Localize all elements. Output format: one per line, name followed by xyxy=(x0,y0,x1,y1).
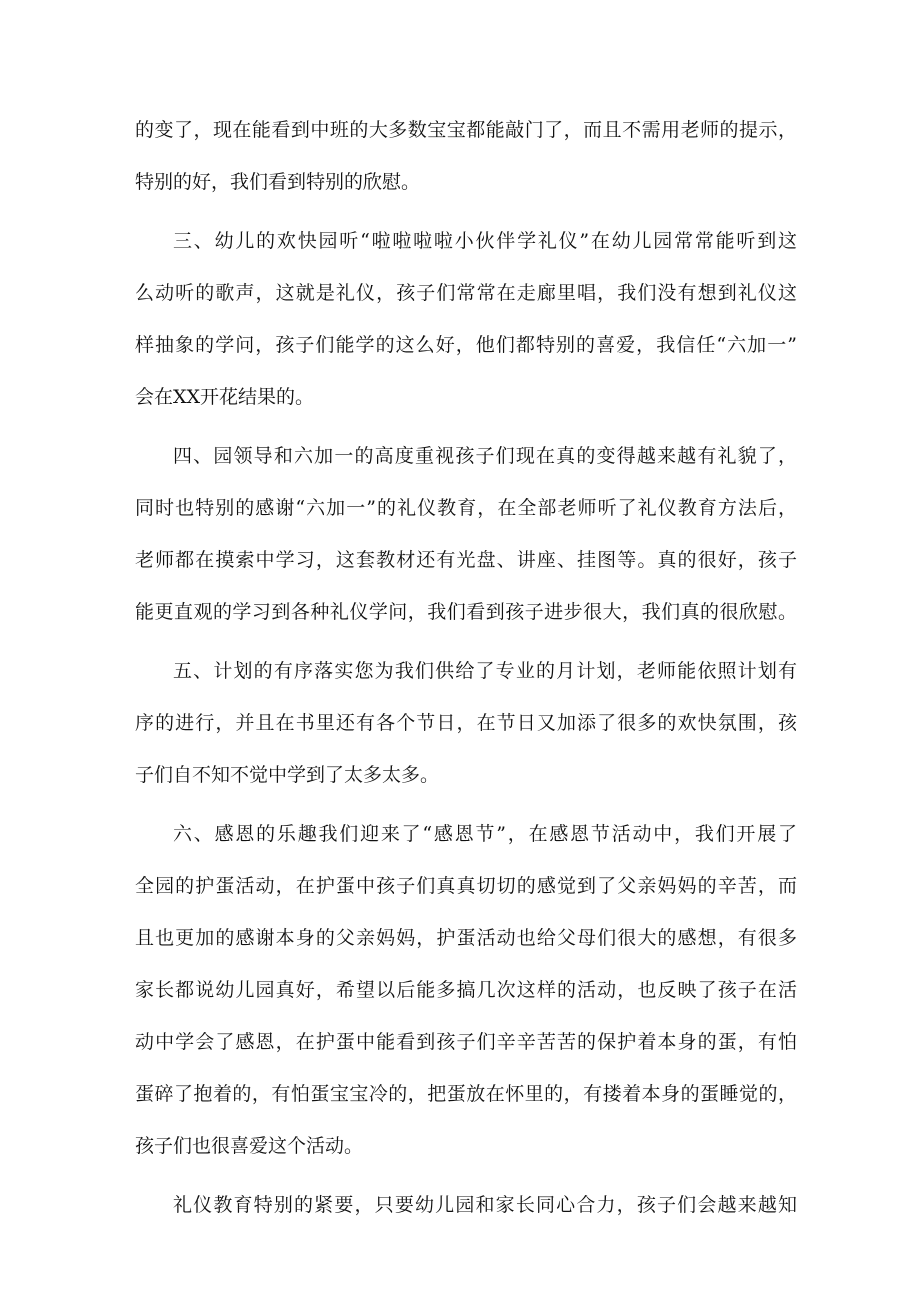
paragraph-start-line: 六、感恩的乐趣我们迎来了“感恩节”，在感恩节活动中，我们开展了 xyxy=(173,823,797,845)
text-line: 同时也特别的感谢“六加一”的礼仪教育，在全部老师听了礼仪教育方法后， xyxy=(135,497,797,519)
paragraph-start-line: 五、计划的有序落实您为我们供给了专业的月计划，老师能依照计划有 xyxy=(173,660,797,682)
paragraph-start-line: 礼仪教育特别的紧要，只要幼儿园和家长同心合力，孩子们会越来越知 xyxy=(173,1194,797,1216)
text-line: 孩子们也很喜爱这个活动。 xyxy=(135,1135,364,1157)
text-line: 动中学会了感恩，在护蛋中能看到孩子们辛辛苦苦的保护着本身的蛋，有怕 xyxy=(135,1031,797,1053)
text-line: 特别的好，我们看到特别的欣慰。 xyxy=(135,171,421,193)
text-line: 序的进行，并且在书里还有各个节日，在节日又加添了很多的欢快氛围，孩 xyxy=(135,712,797,734)
text-line: 能更直观的学习到各种礼仪学问，我们看到孩子进步很大，我们真的很欣慰。 xyxy=(135,601,797,623)
text-line: 么动听的歌声，这就是礼仪，孩子们常常在走廊里唱，我们没有想到礼仪这 xyxy=(135,282,797,304)
paragraph-start-line: 三、幼儿的欢快园听“啦啦啦啦小伙伴学礼仪”在幼儿园常常能听到这 xyxy=(173,230,797,252)
text-line: 家长都说幼儿园真好，希望以后能多搞几次这样的活动，也反映了孩子在活 xyxy=(135,979,797,1001)
text-line: 的变了，现在能看到中班的大多数宝宝都能敲门了，而且不需用老师的提示， xyxy=(135,119,797,141)
text-line: 老师都在摸索中学习，这套教材还有光盘、讲座、挂图等。真的很好，孩子 xyxy=(135,549,797,571)
text-line: 且也更加的感谢本身的父亲妈妈，护蛋活动也给父母们很大的感想，有很多 xyxy=(135,927,797,949)
text-line: 样抽象的学问，孩子们能学的这么好，他们都特别的喜爱，我信任“六加一” xyxy=(135,334,797,356)
text-line: 会在XX开花结果的。 xyxy=(135,386,315,408)
text-line: 全园的护蛋活动，在护蛋中孩子们真真切切的感觉到了父亲妈妈的辛苦，而 xyxy=(135,875,797,897)
text-line: 子们自不知不觉中学到了太多太多。 xyxy=(135,764,440,786)
text-line: 蛋碎了抱着的，有怕蛋宝宝冷的，把蛋放在怀里的，有搂着本身的蛋睡觉的， xyxy=(135,1083,797,1105)
paragraph-start-line: 四、园领导和六加一的高度重视孩子们现在真的变得越来越有礼貌了， xyxy=(173,445,797,467)
